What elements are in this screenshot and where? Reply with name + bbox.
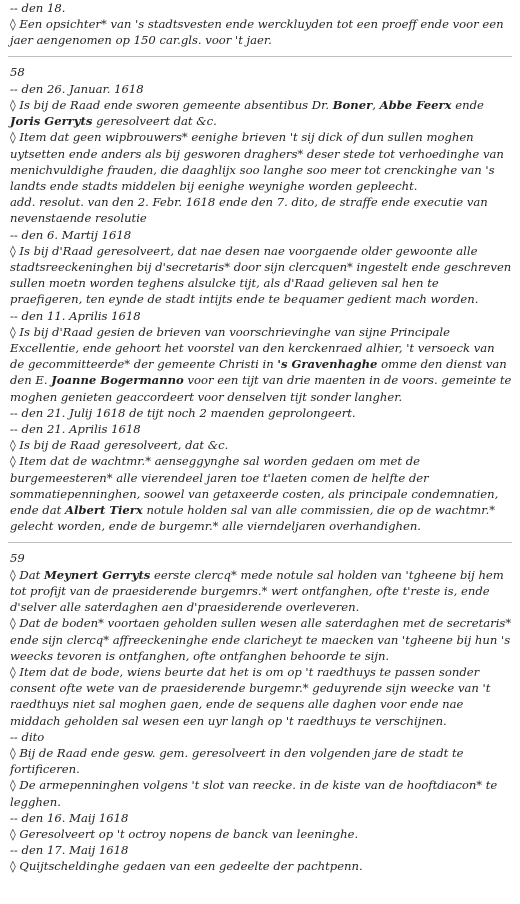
date-line: -- den 21. Aprilis 1618 [10, 422, 141, 437]
entry-voorschrievinghe: ◊ Is bij d'Raad gesien de brieven van voorschrievinghe van sijne Principale Excellentie, ende gehoort het voorstel van den kerckenraed alhier, 't versoeck van de gecommitteerde* der gemeente Christi in 's Gravenhaghe omme den dienst van den E. Joanne Bogermanno voor een tijt van drie maenten in de voors. gemeinte te moghen genieten geaccordeert voor denselven tijt sonder langher. [10, 324, 512, 404]
date-line: -- den 26. Januar. 1618 [10, 81, 144, 96]
entry-armepenninghen: ◊ De armepenninghen volgens 't slot van reecke. in de kiste van de hooftdiacon* te legghen. [10, 778, 498, 809]
entry-wachtmr: ◊ Item dat de wachtmr.* aenseggynghe sal worden gedaen om met de burgemeesteren* alle vierendeel jaren toe t'laeten comen de helfte der sommatiepenninghen, soowel van getaxeerde costen, als principale condemnatien, ende dat Albert Tierx notule holden sal van alle commissien, die op de wachtmr.* gelecht worden, ende de burgemr.* alle vierndeljaren overhandighen. [10, 454, 499, 534]
entry-opsichter: ◊ Een opsichter* van 's stadtsvesten ende werckluyden tot een proeff ende voor een jaer aengenomen op 150 car.gls. voor 't jaer. [10, 17, 504, 48]
person-name: Joanne Bogermanno [51, 373, 184, 388]
entry-clercq: ◊ Dat Meynert Gerryts eerste clercq* mede notule sal holden van 'tgheene bij hem tot profijt van de praesiderende burgemrs.* wert ontfanghen, ofte t'reste is, ende d'selver alle saterdaghen aen d'praesiderende overleveren. [10, 567, 504, 615]
section-58 [10, 64, 512, 535]
entry-raad-geresolveert: ◊ Is bij de Raad geresolveert, dat &c. [10, 438, 229, 453]
entry-add-resolut: add. resolut. van den 2. Febr. 1618 ende den 7. dito, de straffe ende executie van nevenstaende resolutie [10, 195, 488, 226]
date-line: -- den 16. Maij 1618 [10, 810, 129, 825]
date-line: -- dito [10, 729, 45, 744]
section-number: 59 [10, 550, 25, 565]
entry-boden: ◊ Dat de boden* voortaen geholden sullen wesen alle saterdaghen met de secretaris* ende sijn clercq* affreeckeninghe ende claricheyt te maecken van 'tgheene bij hun 's weecks tevoren is ontfanghen, ofte ontfanghen behoorde te sijn. [10, 616, 512, 663]
person-name: Boner [332, 98, 373, 113]
entry-octroy: ◊ Geresolveert op 't octroy nopens de banck van leeninghe. [10, 826, 359, 841]
section-number: 58 [10, 64, 25, 79]
section-divider [8, 542, 512, 543]
entry-bode: ◊ Item dat de bode, wiens beurte dat het is om op 't raedthuys te passen sonder consent ofte wete van de praesiderende burgemr.* geduyrende sijn weecke van 't raedthuys niet sal moghen gaen, ende de sequens alle daghen voor ende nae middach geholden sal wesen een uyr langh op 't raedthuys te verschijnen. [10, 664, 491, 728]
section-top [10, 0, 512, 49]
date-line: -- den 18. [10, 1, 66, 15]
date-line: -- den 11. Aprilis 1618 [10, 308, 141, 323]
person-name: Joris Gerryts [10, 114, 93, 129]
place-name: 's Gravenhaghe [277, 357, 378, 372]
entry-wipbrouwers: ◊ Item dat geen wipbrouwers* eenighe brieven 't sij dick of dun sullen moghen uytsetten ende anders als bij gesworen draghers* deser stede tot verhoedinghe van menichvuldighe frauden, die daaghlijx soo langhe soo meer tot crenckinghe van 's landts ende stadts middelen bij eenighe weynighe worden gepleecht. [10, 130, 504, 194]
entry-fortificeren: ◊ Bij de Raad ende gesw. gem. geresolveert in den volgenden jare de stadt te fortificeren. [10, 745, 464, 777]
entry-raad-resolutie: ◊ Is bij de Raad ende sworen gemeente absentibus Dr. Boner, Abbe Feerx ende Joris Gerryts geresolveert dat &c. [10, 98, 484, 129]
date-line: -- den 17. Maij 1618 [10, 843, 129, 858]
date-line: -- den 6. Martij 1618 [10, 227, 132, 242]
person-name: Abbe Feerx [379, 98, 452, 113]
person-name: Meynert Gerryts [43, 567, 151, 582]
person-name: Albert Tierx [64, 503, 143, 518]
entry-quijtscheldinghe: ◊ Quijtscheldinghe gedaen van een gedeelte der pachtpenn. [10, 859, 363, 874]
section-59 [10, 550, 512, 875]
section-divider [8, 56, 512, 57]
date-line: -- den 21. Julij 1618 de tijt noch 2 maenden geprolongeert. [10, 405, 356, 420]
entry-reeckeninghen: ◊ Is bij d'Raad geresolveert, dat nae desen nae voorgaende older gewoonte alle stadtsreeckeninghen bij d'secretaris* door sijn clercquen* ingestelt ende geschreven sullen moetn worden teghens alsulcke tijt, als d'Raad gelieven sal hen te praefigeren, ten eynde de stadt intijts ende te bequamer gedient mach worden. [10, 243, 512, 307]
